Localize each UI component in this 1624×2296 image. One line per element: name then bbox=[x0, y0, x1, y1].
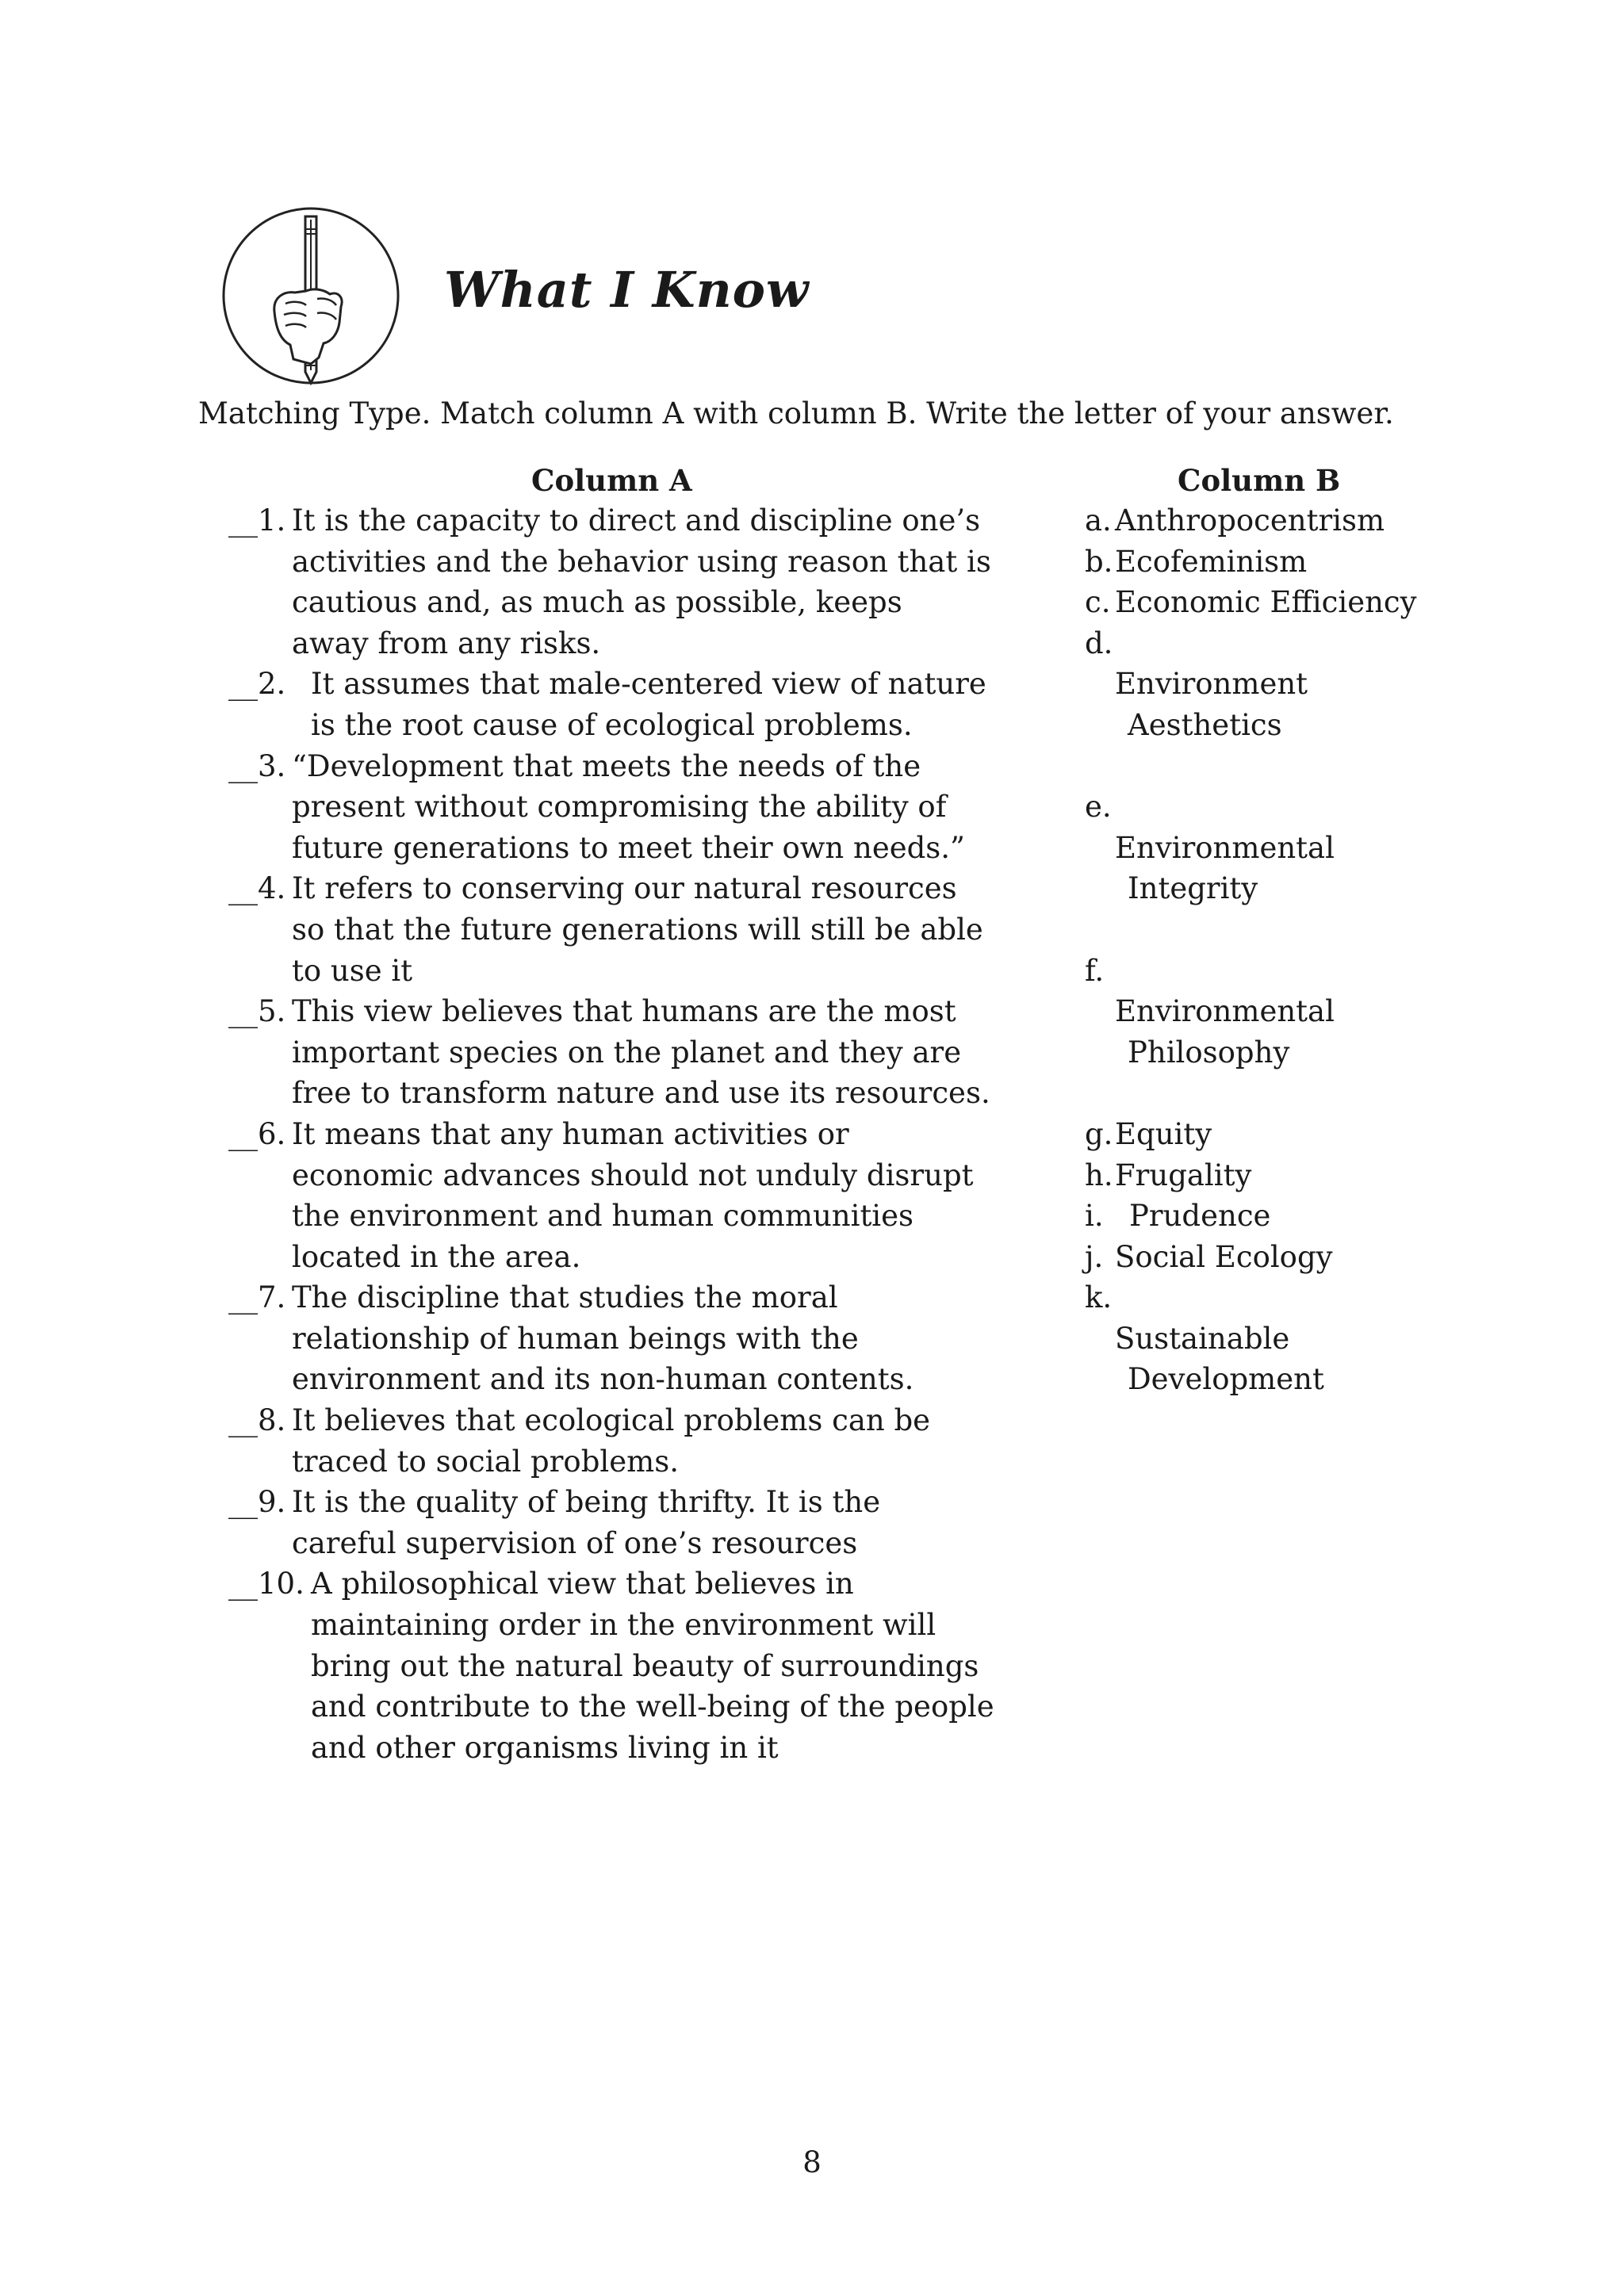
hand-holding-pencil-icon bbox=[217, 202, 404, 389]
question-number: __8. bbox=[228, 1403, 296, 1438]
option-letter: e. bbox=[1085, 790, 1112, 825]
question-text: It is the capacity to direct and discipline one’s activities and the behavior using reason that is cautious and, as much as possible, keeps away from any risks. bbox=[292, 503, 991, 660]
option-text-continued: Integrity bbox=[1128, 871, 1258, 906]
question-number: __9. bbox=[228, 1485, 296, 1520]
question-text: It is the quality of being thrifty. It is the careful supervision of one’s resources bbox=[292, 1485, 881, 1560]
section-title: What I Know bbox=[444, 261, 810, 319]
option-letter: c. bbox=[1085, 585, 1111, 620]
column-b-list bbox=[1085, 500, 1592, 1441]
question-item bbox=[228, 500, 1021, 664]
instructions: Matching Type. Match column A with column B. Write the letter of your answer. bbox=[198, 396, 1394, 430]
option-letter: a. bbox=[1085, 503, 1112, 538]
question-text: The discipline that studies the moral relationship of human beings with the environment and its non-human contents. bbox=[292, 1280, 914, 1397]
question-number: __3. bbox=[228, 748, 296, 783]
answer-option bbox=[1085, 1237, 1592, 1278]
answer-option bbox=[1085, 623, 1592, 786]
question-number: __1. bbox=[228, 503, 296, 538]
option-letter: g. bbox=[1085, 1116, 1113, 1151]
option-letter: i. bbox=[1085, 1199, 1104, 1234]
option-letter: h. bbox=[1085, 1158, 1113, 1192]
question-text: A philosophical view that believes in maintaining order in the environment will bring out the natural beauty of surroundings and contribute to the well-being of the people and other organisms living in it bbox=[311, 1567, 994, 1765]
page-number: 8 bbox=[802, 2145, 822, 2179]
question-text: It means that any human activities or economic advances should not unduly disrupt the environment and human communities located in the area. bbox=[292, 1116, 974, 1274]
column-a-list bbox=[228, 500, 1021, 1768]
question-item bbox=[228, 746, 1021, 869]
option-text: Environment bbox=[1115, 667, 1308, 702]
column-b-header: Column B bbox=[1178, 463, 1341, 498]
answer-option bbox=[1085, 786, 1592, 950]
question-number: __10. bbox=[228, 1567, 314, 1601]
question-item bbox=[228, 1400, 1021, 1482]
option-text: Social Ecology bbox=[1115, 1239, 1333, 1274]
question-number: __2. bbox=[228, 667, 304, 702]
question-item bbox=[228, 664, 1021, 745]
question-item bbox=[228, 991, 1021, 1114]
option-letter: f. bbox=[1085, 953, 1105, 988]
answer-option bbox=[1085, 500, 1592, 541]
question-text: This view believes that humans are the most important species on the planet and they are free to transform nature and use its resources. bbox=[292, 994, 990, 1111]
option-letter: d. bbox=[1085, 626, 1113, 660]
option-text: Sustainable bbox=[1115, 1321, 1290, 1356]
answer-option bbox=[1085, 1114, 1592, 1155]
question-item bbox=[228, 1114, 1021, 1277]
answer-option bbox=[1085, 582, 1592, 623]
option-text-continued: Development bbox=[1128, 1362, 1324, 1397]
question-item bbox=[228, 1563, 1021, 1768]
question-item bbox=[228, 1482, 1021, 1563]
option-text-continued: Aesthetics bbox=[1128, 707, 1282, 742]
question-text: It assumes that male-centered view of nature is the root cause of ecological problems. bbox=[311, 667, 986, 742]
option-text: Frugality bbox=[1115, 1158, 1252, 1192]
question-number: __6. bbox=[228, 1116, 296, 1151]
question-number: __7. bbox=[228, 1280, 296, 1315]
answer-option bbox=[1085, 541, 1592, 583]
option-text: Economic Efficiency bbox=[1115, 585, 1417, 620]
question-item bbox=[228, 868, 1021, 991]
option-letter: k. bbox=[1085, 1280, 1113, 1315]
answer-option bbox=[1085, 1277, 1592, 1441]
option-text: Environmental bbox=[1115, 994, 1335, 1029]
answer-option bbox=[1085, 1155, 1592, 1196]
option-text: Ecofeminism bbox=[1115, 544, 1308, 579]
option-letter: j. bbox=[1085, 1239, 1104, 1274]
question-text: It refers to conserving our natural resources so that the future generations will still be able to use it bbox=[292, 871, 983, 988]
option-text-continued: Philosophy bbox=[1128, 1035, 1290, 1070]
answer-option bbox=[1085, 1196, 1592, 1237]
question-text: It believes that ecological problems can be traced to social problems. bbox=[292, 1403, 931, 1479]
option-text: Equity bbox=[1115, 1116, 1212, 1151]
question-text: “Development that meets the needs of the present without compromising the ability of future generations to meet their own needs.” bbox=[292, 748, 965, 865]
answer-option bbox=[1085, 951, 1592, 1114]
option-text: Anthropocentrism bbox=[1115, 503, 1385, 538]
question-number: __4. bbox=[228, 871, 296, 906]
option-text: Environmental bbox=[1115, 830, 1335, 865]
question-item bbox=[228, 1277, 1021, 1400]
option-text: Prudence bbox=[1129, 1199, 1271, 1234]
option-letter: b. bbox=[1085, 544, 1113, 579]
column-a-header: Column A bbox=[531, 463, 692, 498]
question-number: __5. bbox=[228, 994, 296, 1029]
